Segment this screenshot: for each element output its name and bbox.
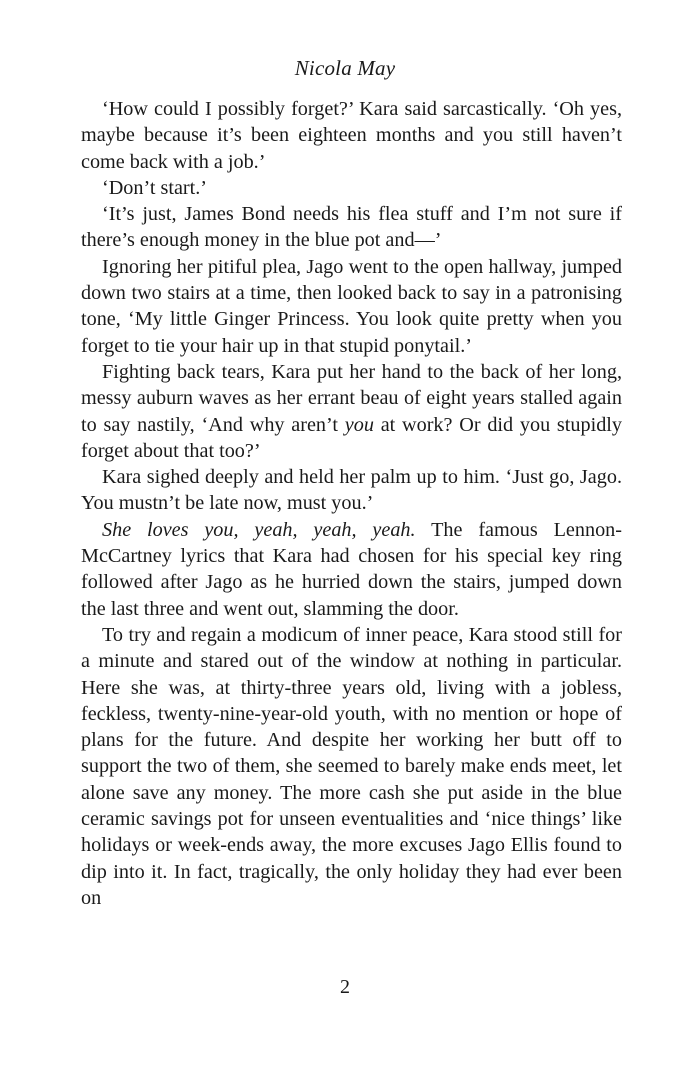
- text-segment: ‘How could I possibly forget?’ Kara said sarcastically. ‘Oh yes, maybe because it’s been eighteen months and you still haven’t come back with a job.’: [81, 98, 622, 173]
- paragraph: [81, 622, 622, 911]
- text-segment: Kara sighed deeply and held her palm up to him. ‘Just go, Jago. You mustn’t be late now, must you.’: [81, 466, 622, 515]
- emphasis-text: you: [344, 413, 374, 436]
- page-number: 2: [340, 976, 350, 998]
- text-segment: To try and regain a modicum of inner peace, Kara stood still for a minute and stared out of the window at nothing in particular. Here she was, at thirty-three years old, living with a jobless, feckless, twenty-nine-year-old youth, with no mention or hope of plans for the future. And despite her working her butt off to support the two of them, she seemed to barely make ends meet, let alone save any money. The more cash she put aside in the blue ceramic savings pot for unseen eventualities and ‘nice things’ like holidays or week-ends away, the more excuses Jago Ellis found to dip into it. In fact, tragically, the only holiday they had ever been on: [81, 623, 622, 909]
- paragraph: [81, 175, 622, 201]
- paragraph: [81, 359, 622, 464]
- song-lyric-italic: She loves you, yeah, yeah, yeah.: [102, 518, 416, 541]
- text-segment: at work? Or did you stupidly forget about that too?’: [81, 413, 622, 462]
- text-segment: The famous Lennon-McCartney lyrics that Kara had chosen for his special key ring followed after Jago as he hurried down the stairs, jumped down the last three and went out, slamming the door.: [81, 518, 622, 620]
- paragraph: [81, 517, 622, 622]
- paragraph: [81, 254, 622, 359]
- paragraph: [81, 464, 622, 517]
- running-head-author: Nicola May: [294, 56, 396, 80]
- body-text: [81, 96, 622, 911]
- text-segment: ‘Don’t start.’: [102, 176, 208, 199]
- paragraph: [81, 201, 622, 254]
- text-segment: Ignoring her pitiful plea, Jago went to the open hallway, jumped down two stairs at a time, then looked back to say in a patronising tone, ‘My little Ginger Princess. You look quite pretty when you forget to tie your hair up in that stupid ponytail.’: [81, 255, 622, 357]
- text-segment: ‘It’s just, James Bond needs his flea stuff and I’m not sure if there’s enough money in the blue pot and—’: [81, 203, 622, 252]
- text-segment: Fighting back tears, Kara put her hand to the back of her long, messy auburn waves as her errant beau of eight years stalled again to say nastily, ‘And why aren’t: [81, 360, 622, 436]
- paragraph: [81, 96, 622, 175]
